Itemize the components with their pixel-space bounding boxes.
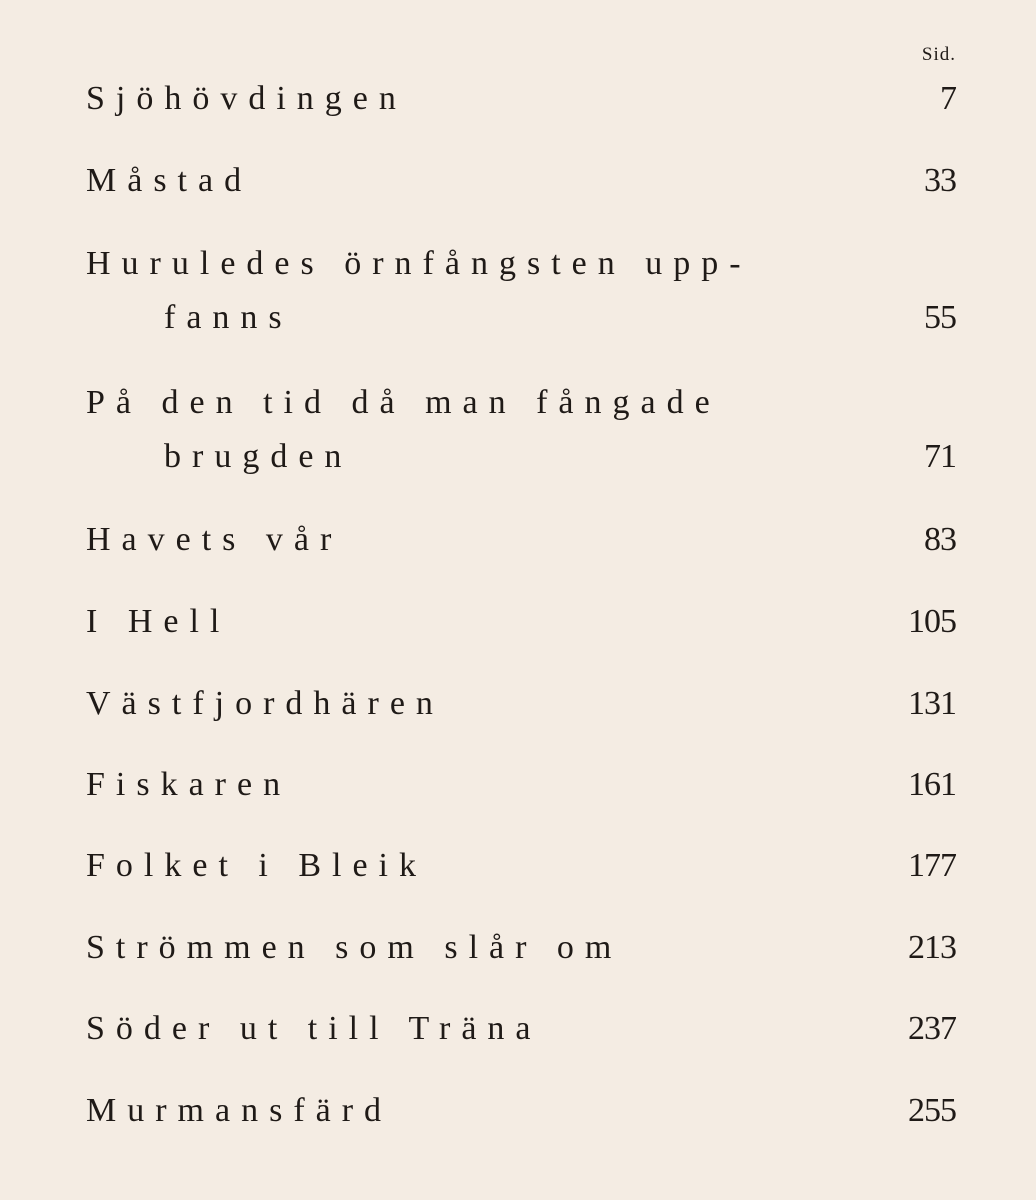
toc-entry <box>86 384 956 476</box>
toc-entry-title: Murmansfärd <box>86 1092 393 1129</box>
toc-entry-page: 213 <box>908 929 956 966</box>
toc-entry-page: 71 <box>924 438 956 475</box>
toc-entry-title: På den tid då man fångade <box>86 384 721 421</box>
toc-entry-page: 55 <box>924 299 956 336</box>
toc-entry-title: Sjöhövdingen <box>86 80 407 117</box>
toc-entry-page: 105 <box>908 603 956 640</box>
toc-entry-title: Folket i Bleik <box>86 847 427 884</box>
toc-entry-page: 131 <box>908 685 956 722</box>
toc-entry-page: 237 <box>908 1010 956 1047</box>
toc-entry <box>86 1010 956 1048</box>
toc-entry-title: Havets vår <box>86 521 343 558</box>
toc-entry <box>86 245 956 337</box>
toc-entry-page: 83 <box>924 521 956 558</box>
toc-entry-title-continuation: brugden <box>164 438 353 475</box>
toc-entry-page: 177 <box>908 847 956 884</box>
toc-entry-title: I Hell <box>86 603 231 640</box>
toc-entry <box>86 847 956 885</box>
toc-entry <box>86 766 956 804</box>
toc-entry <box>86 929 956 967</box>
toc-entry-title: Strömmen som slår om <box>86 929 623 966</box>
toc-entry-page: 7 <box>940 80 956 117</box>
toc-entry-title: Söder ut till Träna <box>86 1010 542 1047</box>
toc-entry-title: Fiskaren <box>86 766 292 803</box>
toc-entry-title: Måstad <box>86 162 253 199</box>
toc-entry-page: 33 <box>924 162 956 199</box>
toc-entry-page: 255 <box>908 1092 956 1129</box>
toc-entry <box>86 521 956 559</box>
toc-entry-title: Huruledes örnfångsten upp- <box>86 245 752 282</box>
toc-entry <box>86 1092 956 1130</box>
toc-entry <box>86 162 956 200</box>
toc-entry <box>86 603 956 641</box>
toc-entry <box>86 80 956 118</box>
toc-entry <box>86 685 956 723</box>
toc-entry-title: Västfjordhären <box>86 685 444 722</box>
toc-entry-page: 161 <box>908 766 956 803</box>
toc-entry-title-continuation: fanns <box>164 299 293 336</box>
page-column-header: Sid. <box>921 44 956 65</box>
